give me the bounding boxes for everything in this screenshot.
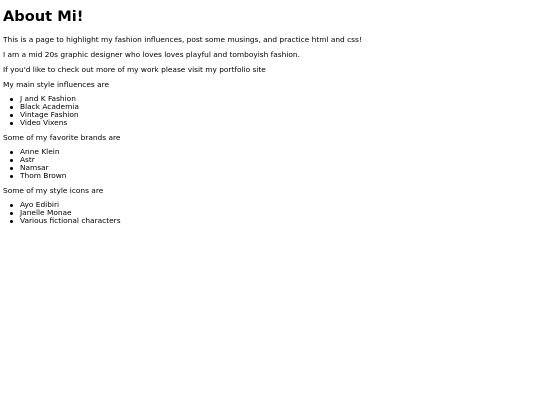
list-item: Anne Klein: [20, 148, 540, 156]
list-item: Black Academia: [20, 103, 540, 111]
list-item: Various fictional characters: [20, 217, 540, 225]
list-item: Thom Brown: [20, 172, 540, 180]
brands-heading: Some of my favorite brands are: [3, 133, 121, 142]
list-item: Video Vixens: [20, 119, 540, 127]
list-item: Namsar: [20, 164, 540, 172]
style-icons-heading: Some of my style icons are: [3, 186, 104, 195]
style-icons-list: [3, 201, 540, 225]
intro-text: This is a page to highlight my fashion influences, post some musings, and practice html and css!: [3, 35, 362, 44]
list-item: J and K Fashion: [20, 95, 540, 103]
influences-heading: My main style influences are: [3, 80, 110, 89]
list-item: Ayo Edibiri: [20, 201, 540, 209]
influences-list: [3, 95, 540, 127]
list-item: Vintage Fashion: [20, 111, 540, 119]
list-item: Janelle Monae: [20, 209, 540, 217]
brands-list: [3, 148, 540, 180]
page-title: About Mi!: [3, 8, 84, 25]
bio-text: I am a mid 20s graphic designer who loves loves playful and tomboyish fashion.: [3, 50, 300, 59]
list-item: Astr: [20, 156, 540, 164]
portfolio-text: If you'd like to check out more of my work please visit my portfolio site: [3, 65, 266, 74]
